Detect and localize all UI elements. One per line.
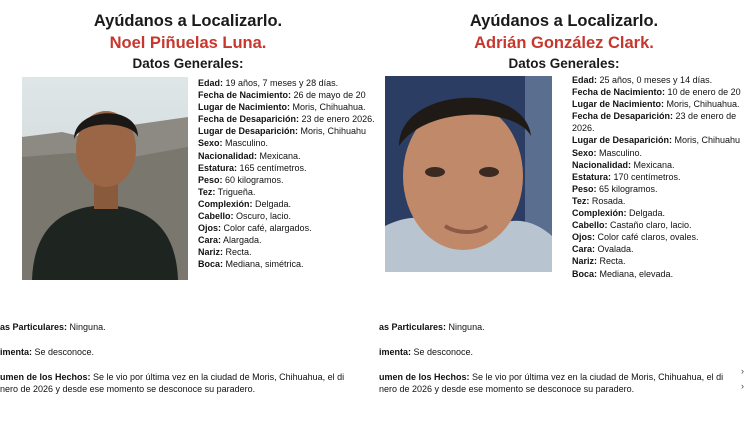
field-complexion: Complexión: Delgada. bbox=[572, 208, 666, 219]
field-fecha-desaparicion: Fecha de Desaparición: 23 de enero de 2026. bbox=[572, 111, 737, 134]
person-photo-illustration bbox=[385, 76, 552, 272]
poster-title: Ayúdanos a Localizarlo. bbox=[93, 12, 283, 30]
field-lugar-desaparicion: Lugar de Desaparición: Moris, Chihuahu bbox=[198, 126, 367, 137]
field-sexo: Sexo: Masculino. bbox=[572, 147, 643, 158]
section-title-datos-generales: Datos Generales: bbox=[508, 56, 620, 71]
field-cara: Cara: Alargada. bbox=[198, 235, 262, 246]
person-photo bbox=[385, 76, 552, 272]
person-name: Adrián González Clark. bbox=[474, 34, 654, 52]
field-nariz: Nariz: Recta. bbox=[198, 247, 252, 258]
field-tez: Tez: Trigueña. bbox=[198, 186, 256, 197]
field-complexion: Complexión: Delgada. bbox=[198, 198, 292, 209]
field-peso: Peso: 60 kilogramos. bbox=[198, 174, 284, 185]
field-fecha-nacimiento: Fecha de Nacimiento: 26 de mayo de 20 bbox=[198, 90, 366, 101]
field-ojos: Ojos: Color café, alargados. bbox=[198, 223, 312, 234]
field-resumen-hechos bbox=[0, 371, 372, 395]
field-estatura: Estatura: 165 centímetros. bbox=[198, 162, 307, 173]
field-boca: Boca: Mediana, simétrica. bbox=[198, 259, 304, 270]
datos-generales-list bbox=[198, 77, 376, 271]
field-boca: Boca: Mediana, elevada. bbox=[572, 268, 674, 279]
field-cara: Cara: Ovalada. bbox=[572, 244, 634, 255]
person-name: Noel Piñuelas Luna. bbox=[109, 34, 267, 52]
field-estatura: Estatura: 170 centímetros. bbox=[572, 171, 681, 182]
field-fecha-desaparicion: Fecha de Desaparición: 23 de enero 2026. bbox=[198, 114, 375, 125]
chevron-right-icon[interactable]: › bbox=[741, 366, 744, 376]
field-lugar-desaparicion: Lugar de Desaparición: Moris, Chihuahu bbox=[572, 135, 741, 146]
field-lugar-nacimiento: Lugar de Nacimiento: Moris, Chihuahua. bbox=[198, 102, 366, 113]
field-vestimenta: imenta: Se desconoce. bbox=[379, 347, 474, 357]
resumen-line-2: nero de 2026 y desde ese momento se desconoce su paradero. bbox=[0, 384, 256, 394]
field-edad: Edad: 19 años, 7 meses y 28 días. bbox=[198, 78, 339, 88]
field-lugar-nacimiento: Lugar de Nacimiento: Moris, Chihuahua. bbox=[572, 99, 740, 110]
field-resumen-hechos bbox=[379, 371, 751, 395]
chevron-right-icon[interactable]: › bbox=[741, 381, 744, 391]
datos-generales-list bbox=[572, 74, 752, 280]
field-sexo: Sexo: Masculino. bbox=[198, 138, 269, 149]
field-nacionalidad: Nacionalidad: Mexicana. bbox=[198, 150, 301, 161]
field-senas-particulares: as Particulares: Ninguna. bbox=[0, 322, 106, 332]
field-fecha-nacimiento: Fecha de Nacimiento: 10 de enero de 20 bbox=[572, 87, 741, 98]
person-photo-illustration bbox=[22, 77, 188, 280]
field-nariz: Nariz: Recta. bbox=[572, 256, 626, 267]
field-cabello: Cabello: Oscuro, lacio. bbox=[198, 211, 292, 222]
field-ojos: Ojos: Color café claros, ovales. bbox=[572, 232, 699, 243]
field-nacionalidad: Nacionalidad: Mexicana. bbox=[572, 159, 675, 170]
section-title-datos-generales: Datos Generales: bbox=[132, 56, 244, 71]
field-tez: Tez: Rosada. bbox=[572, 195, 626, 206]
field-vestimenta: imenta: Se desconoce. bbox=[0, 347, 95, 357]
resumen-line-2: nero de 2026 y desde ese momento se desconoce su paradero. bbox=[379, 384, 635, 394]
field-cabello: Cabello: Castaño claro, lacio. bbox=[572, 220, 692, 231]
field-edad: Edad: 25 años, 0 meses y 14 días. bbox=[572, 75, 713, 85]
person-photo bbox=[22, 77, 188, 280]
resumen-line-1: umen de los Hechos: Se le vio por última vez en la ciudad de Moris, Chihuahua, el di bbox=[379, 372, 724, 382]
field-senas-particulares: as Particulares: Ninguna. bbox=[379, 322, 485, 332]
field-peso: Peso: 65 kilogramos. bbox=[572, 183, 658, 194]
missing-person-poster-adrian bbox=[376, 0, 752, 423]
poster-title: Ayúdanos a Localizarlo. bbox=[469, 12, 659, 30]
resumen-line-1: umen de los Hechos: Se le vio por última vez en la ciudad de Moris, Chihuahua, el di bbox=[0, 372, 345, 382]
